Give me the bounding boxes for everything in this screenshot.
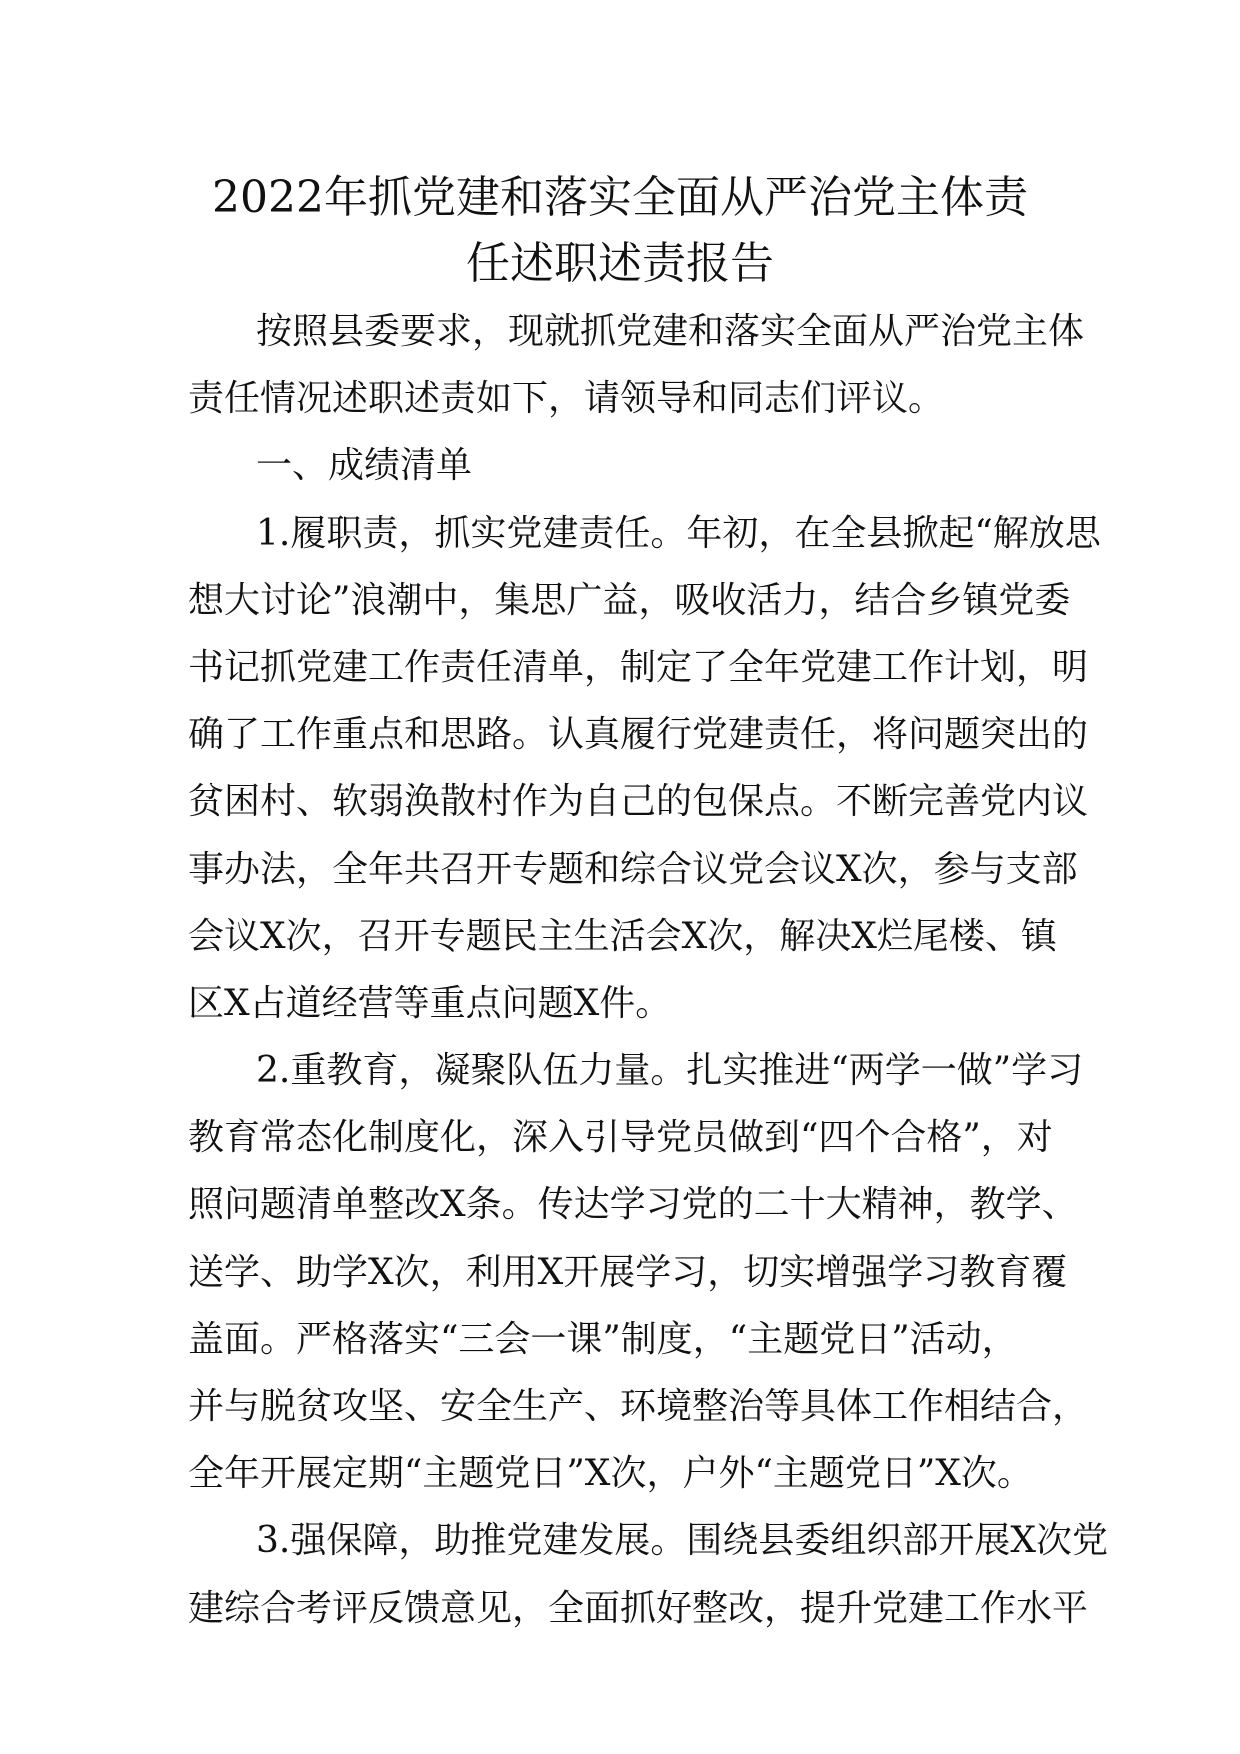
body-text-line: 3.强保障，助推党建发展。围绕县委组织部开展X次党 <box>256 1520 1108 1562</box>
body-text-line: 责任情况述职述责如下，请领导和同志们评议。 <box>188 378 945 420</box>
body-text-line: 书记抓党建工作责任清单，制定了全年党建工作计划，明 <box>188 646 1089 688</box>
body-text-line: 2.重教育，凝聚队伍力量。扎实推进“两学一做”学习 <box>256 1050 1084 1092</box>
body-text-line: 1.履职责，抓实党建责任。年初，在全县掀起“解放思 <box>256 512 1101 554</box>
body-text-line: 区X占道经营等重点问题X件。 <box>188 982 672 1024</box>
body-text-line: 全年开展定期“主题党日”X次，户外“主题党日”X次。 <box>188 1453 1033 1495</box>
body-text-line: 一、成绩清单 <box>256 445 473 487</box>
body-text-line: 照问题清单整改X条。传达学习党的二十大精神，教学、 <box>188 1184 1078 1226</box>
body-text-line: 想大讨论”浪潮中，集思广益，吸收活力，结合乡镇党委 <box>188 579 1071 621</box>
body-text-line: 盖面。严格落实“三会一课”制度，“主题党日”活动， <box>188 1318 1018 1360</box>
document-title-line-2: 任述职述责报告 <box>466 238 774 289</box>
body-text-line: 会议X次，召开专题民主生活会X次，解决X烂尾楼、镇 <box>188 915 1057 957</box>
document-body <box>188 298 1108 1642</box>
document-title-line-1: 2022年抓党建和落实全面从严治党主体责 <box>212 172 1028 223</box>
body-text-line: 事办法，全年共召开专题和综合议党会议X次，参与支部 <box>188 848 1078 890</box>
body-text-line: 送学、助学X次，利用X开展学习，切实增强学习教育覆 <box>188 1251 1068 1293</box>
body-text-line: 并与脱贫攻坚、安全生产、环境整治等具体工作相结合， <box>188 1386 1089 1427</box>
body-text-line: 教育常态化制度化，深入引导党员做到“四个合格”，对 <box>188 1117 1053 1159</box>
body-text-line: 建综合考评反馈意见，全面抓好整改，提升党建工作水平 <box>188 1587 1089 1629</box>
body-text-line: 贫困村、软弱涣散村作为自己的包保点。不断完善党内议 <box>188 781 1089 823</box>
body-text-line: 按照县委要求，现就抓党建和落实全面从严治党主体 <box>256 311 1085 352</box>
body-text-line: 确了工作重点和思路。认真履行党建责任，将问题突出的 <box>188 714 1089 756</box>
